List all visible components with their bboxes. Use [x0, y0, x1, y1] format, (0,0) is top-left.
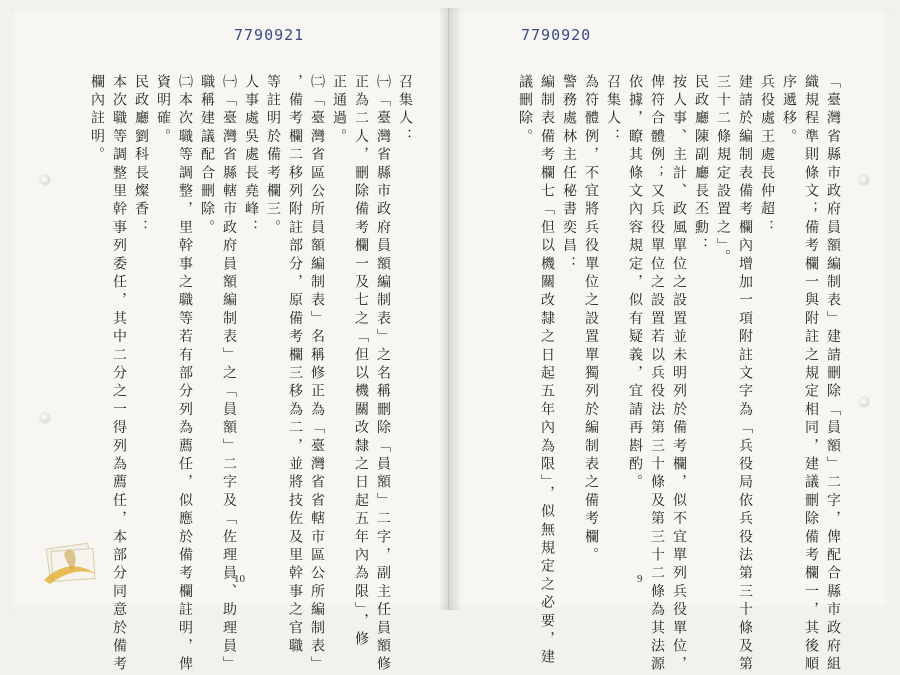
binding-hole [859, 175, 869, 185]
left-page-line: ㈠「臺灣省縣轄市政府員額編制表」之「員額」二字及「佐理員、助理員」 [221, 74, 237, 675]
left-page-line: ，備考欄二移列附註部分，原備考欄三移為二，並將技佐及里幹事之官職 [287, 74, 303, 657]
right-page-doc-number: 7790920 [521, 26, 592, 44]
left-page-line: 等註明於備考欄三。 [265, 74, 281, 238]
left-page-line: ㈡「臺灣省區公所員額編制表」名稱修正為「臺灣省省轄市區公所編制表」 [309, 74, 325, 675]
left-page-line: 召集人： [397, 74, 413, 147]
binding-hole [40, 413, 50, 423]
archive-logo [34, 536, 104, 592]
left-page [10, 8, 449, 675]
right-page-line: 召集人： [605, 74, 621, 147]
right-page-line: 按人事、主計、政風單位之設置並未明列於備考欄，似不宜單列兵役單位， [671, 74, 687, 675]
right-page [449, 8, 890, 675]
right-page-number: 9 [637, 573, 643, 585]
binding-hole [40, 175, 50, 185]
right-page-line: 依據，瞭其條文內容規定，似有疑義，宜請再斟酌。 [627, 74, 643, 493]
right-page-line: 兵役處王處長仲超： [759, 74, 775, 238]
left-page-line: 正通過。 [331, 74, 347, 147]
right-page-line: 建請於編制表備考欄內增加一項附註文字為「兵役局依兵役法第三十條及第 [737, 74, 753, 675]
right-page-line: 序遞移。 [781, 74, 797, 147]
right-page-line: 織規程準則條文；備考欄一與附註之規定相同，建議刪除備考欄一，其後順 [803, 74, 819, 675]
left-page-number: 10 [234, 573, 245, 585]
right-page-line: 「臺灣省縣市政府員額編制表」建請刪除「員額」二字，俾配合縣市政府組 [825, 74, 841, 675]
right-page-line: 俾符合體例；又兵役單位之設置若以兵役法第三十條及第三十二條為其法源 [649, 74, 665, 675]
right-page-line: 議刪除。 [517, 74, 533, 147]
left-page-line: 人事處吳處長堯峰： [243, 74, 259, 238]
left-page-doc-number: 7790921 [234, 26, 305, 44]
left-page-line: 職稱建議配合刪除。 [199, 74, 215, 238]
document-scan [10, 8, 890, 675]
left-page-line: ㈠「臺灣省縣市政府員額編制表」之名稱刪除「員額」二字，副主任員額修 [375, 74, 391, 675]
right-page-line: 警務處林主任秘書奕昌： [561, 74, 577, 275]
binding-hole [859, 397, 869, 407]
right-page-line: 三十二條規定設置之」。 [715, 74, 731, 268]
left-page-line: 正為二人，刪除備考欄一及七之「但以機關改隸之日起五年內為限」，修 [353, 74, 369, 650]
page-gutter [440, 8, 460, 610]
right-page-line: 民政廳陳副廳長丕勳： [693, 74, 709, 256]
left-page-line: 本次職等調整里幹事列委任，其中二分之一得列為薦任，本部分同意於備考 [111, 74, 127, 675]
left-page-line: ㈡本次職等調整，里幹事之職等若有部分列為薦任，似應於備考欄註明，俾 [177, 74, 193, 675]
left-page-line: 欄內註明。 [89, 74, 105, 165]
right-page-line: 為符體例，不宜將兵役單位之設置單獨列於編制表之備考欄。 [583, 74, 599, 566]
left-page-line: 資明確。 [155, 74, 171, 147]
left-page-line: 民政廳劉科長燦香： [133, 74, 149, 238]
right-page-line: 編制表備考欄七「但以機關改隸之日起五年內為限」，似無規定之必要，建 [539, 74, 555, 668]
